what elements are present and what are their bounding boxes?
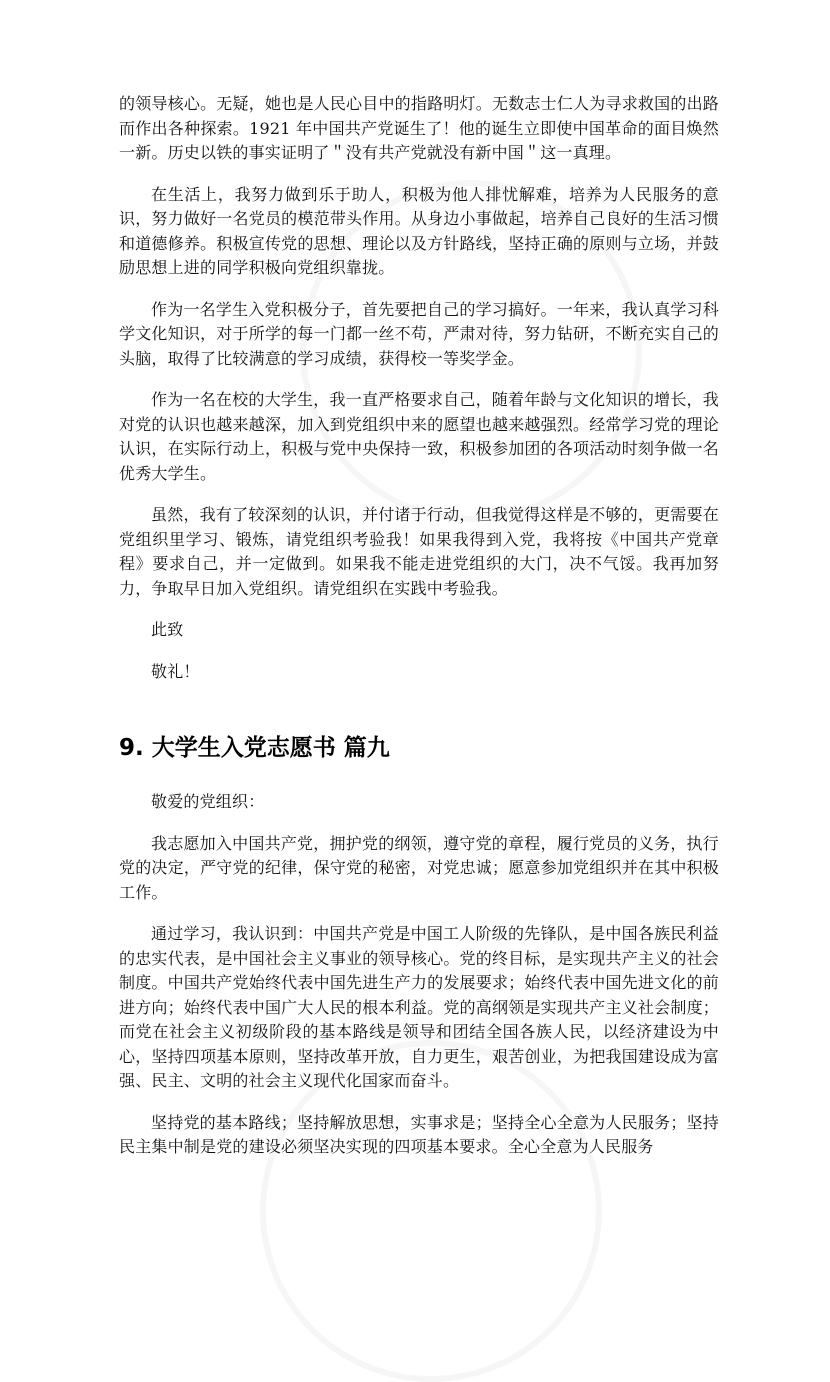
section-heading: 9. 大学生入党志愿书 篇九	[119, 735, 390, 761]
salutation: 敬爱的党组织：	[151, 792, 265, 811]
paragraph-basic-line: 坚持党的基本路线；坚持解放思想，实事求是；坚持全心全意为人民服务；坚持民主集中制是党的建设必须坚决实现的四项基本要求。全心全意为人民服务	[119, 1112, 719, 1156]
document-page	[119, 92, 719, 1160]
paragraph-understanding: 通过学习，我认识到：中国共产党是中国工人阶级的先锋队，是中国各族民利益的忠实代表，是中国社会主义事业的领导核心。党的终目标，是实现共产主义的社会制度。中国共产党始终代表中国先进生产力的发展要求；始终代表中国先进文化的前进方向；始终代表中国广大人民的根本利益。党的高纲领是实现共产主义社会制度；而党在社会主义初级阶段的基本路线是领导和团结全国各族人民，以经济建设为中心，坚持四项基本原则，坚持改革开放，自力更生，艰苦创业，为把我国建设成为富强、民主、文明的社会主义现代化国家而奋斗。	[119, 924, 719, 1090]
paragraph-college-student: 作为一名在校的大学生，我一直严格要求自己，随着年龄与文化知识的增长，我对党的认识也越来越深，加入到党组织中来的愿望也越来越强烈。经常学习党的理论认识，在实际行动上，积极与党中央保持一致，积极参加团的各项活动时刻争做一名优秀大学生。	[119, 390, 719, 483]
paragraph-continued: 的领导核心。无疑，她也是人民心目中的指路明灯。无数志士仁人为寻求救国的出路而作出各种探索。1921 年中国共产党诞生了！他的诞生立即使中国革命的面目焕然一新。历史以铁的事实证明了＂没有共产党就没有新中国＂这一真理。	[119, 94, 719, 162]
paragraph-life: 在生活上，我努力做到乐于助人，积极为他人排忧解难，培养为人民服务的意识，努力做好一名党员的模范带头作用。从身边小事做起，培养自己良好的生活习惯和道德修养。积极宣传党的思想、理论以及方针路线，坚持正确的原则与立场，并鼓励思想上进的同学积极向党组织靠拢。	[119, 184, 719, 277]
closing-jingli: 敬礼！	[151, 661, 200, 681]
paragraph-pledge: 我志愿加入中国共产党，拥护党的纲领，遵守党的章程，履行党员的义务，执行党的决定，严守党的纪律，保守党的秘密，对党忠诚；愿意参加党组织并在其中积极工作。	[119, 833, 719, 902]
paragraph-study: 作为一名学生入党积极分子，首先要把自己的学习搞好。一年来，我认真学习科学文化知识，对于所学的每一门都一丝不苟，严肃对待，努力钻研，不断充实自己的头脑，取得了比较满意的学习成绩，获得校一等奖学金。	[119, 299, 719, 368]
closing-cizhi: 此致	[151, 620, 184, 639]
paragraph-resolve: 虽然，我有了较深刻的认识，并付诸于行动，但我觉得这样是不够的，更需要在党组织里学习、锻炼，请党组织考验我！如果我得到入党，我将按《中国共产党章程》要求自己，并一定做到。如果我不能走进党组织的大门，决不气馁。我再加努力，争取早日加入党组织。请党组织在实践中考验我。	[119, 505, 719, 598]
